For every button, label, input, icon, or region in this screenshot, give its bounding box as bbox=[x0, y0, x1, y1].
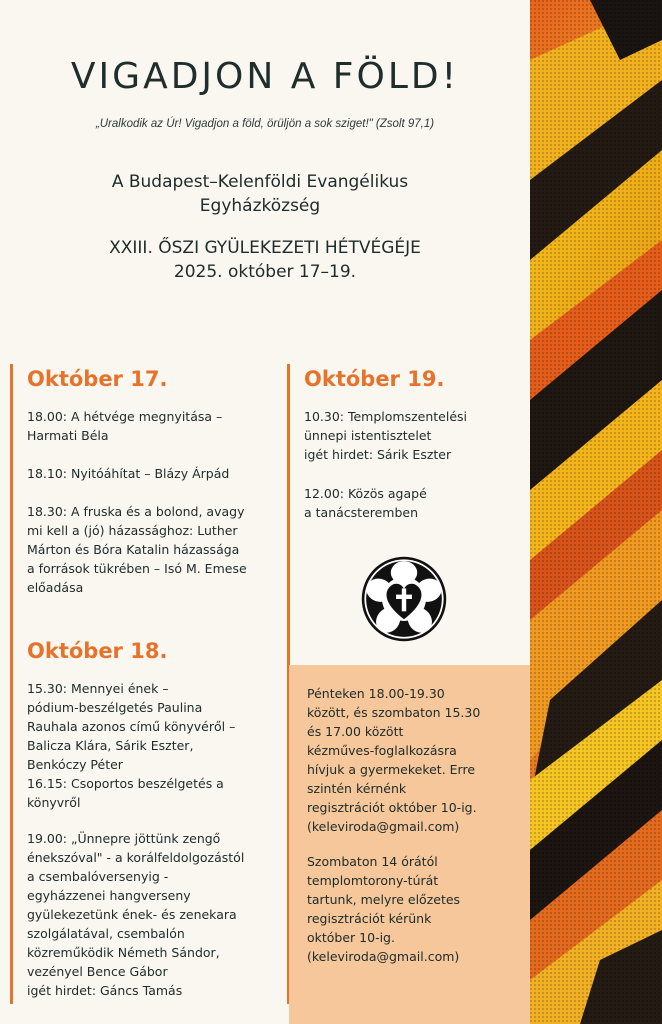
program-item: 19.00: „Ünnepre jöttünk zengő énekszóval" - a korálfeldolgozástól a csembalóversenyig - egyházzenei hangverseny gyülekezetünk ének- és zenekara szolgálatával, csembalón közreműködik Németh Sándor, vezényel Bence Gábor igét hirdet: Gáncs Tamás bbox=[27, 831, 245, 998]
organizer-line-1: A Budapest–Kelenföldi Evangélikus bbox=[111, 172, 409, 192]
luther-rose-icon bbox=[360, 555, 448, 643]
page-title: VIGADJON A FÖLD! bbox=[70, 56, 460, 97]
program-item: 18.30: A fruska és a bolond, avagy mi kell a (jó) házassághoz: Luther Márton és Bóra Katalin házassága a források tükrében – Isó M. Emese előadása bbox=[27, 504, 247, 595]
program-item: 18.10: Nyitóáhítat – Blázy Árpád bbox=[27, 466, 230, 481]
day-heading-oct18: Október 18. bbox=[27, 639, 168, 663]
organizer-line-2: Egyházközség bbox=[199, 196, 321, 216]
event-line-1: XXIII. ŐSZI GYÜLEKEZETI HÉTVÉGÉJE bbox=[109, 238, 421, 258]
event-title bbox=[0, 236, 530, 284]
abstract-painting bbox=[530, 0, 662, 1024]
program-item: 10.30: Templomszentelési ünnepi istentisztelet igét hirdet: Sárik Eszter bbox=[304, 409, 468, 462]
notice-children: Pénteken 18.00-19.30 között, és szombaton 15.30 és 17.00 között kézműves-foglalkozásra hívjuk a gyermekeket. Erre szintén kérnénk regisztrációt október 10-ig. (keleviroda@gmail.com) bbox=[307, 686, 481, 834]
day-heading-oct17: Október 17. bbox=[27, 367, 168, 391]
program-item: 18.00: A hétvége megnyitása – Harmati Béla bbox=[27, 409, 223, 443]
program-item: 12.00: Közös agapé a tanácsteremben bbox=[304, 486, 427, 520]
notice-tower-tour: Szombaton 14 órától templomtorony-túrát tartunk, melyre előzetes regisztrációt kérünk október 10-ig. (keleviroda@gmail.com) bbox=[307, 854, 461, 964]
organizer-name bbox=[0, 170, 530, 218]
bible-quote: „Uralkodik az Úr! Vigadjon a föld, örüljön a sok sziget!" (Zsolt 97,1) bbox=[95, 118, 435, 130]
event-line-2: 2025. október 17–19. bbox=[173, 262, 357, 282]
day-heading-oct19: Október 19. bbox=[304, 367, 445, 391]
left-accent-line bbox=[10, 364, 13, 1004]
program-item: 15.30: Mennyei ének – pódium-beszélgetés Paulina Rauhala azonos című könyvéről – Balicza Klára, Sárik Eszter, Benkóczy Péter 16.15: Csoportos beszélgetés a könyvről bbox=[27, 681, 236, 810]
